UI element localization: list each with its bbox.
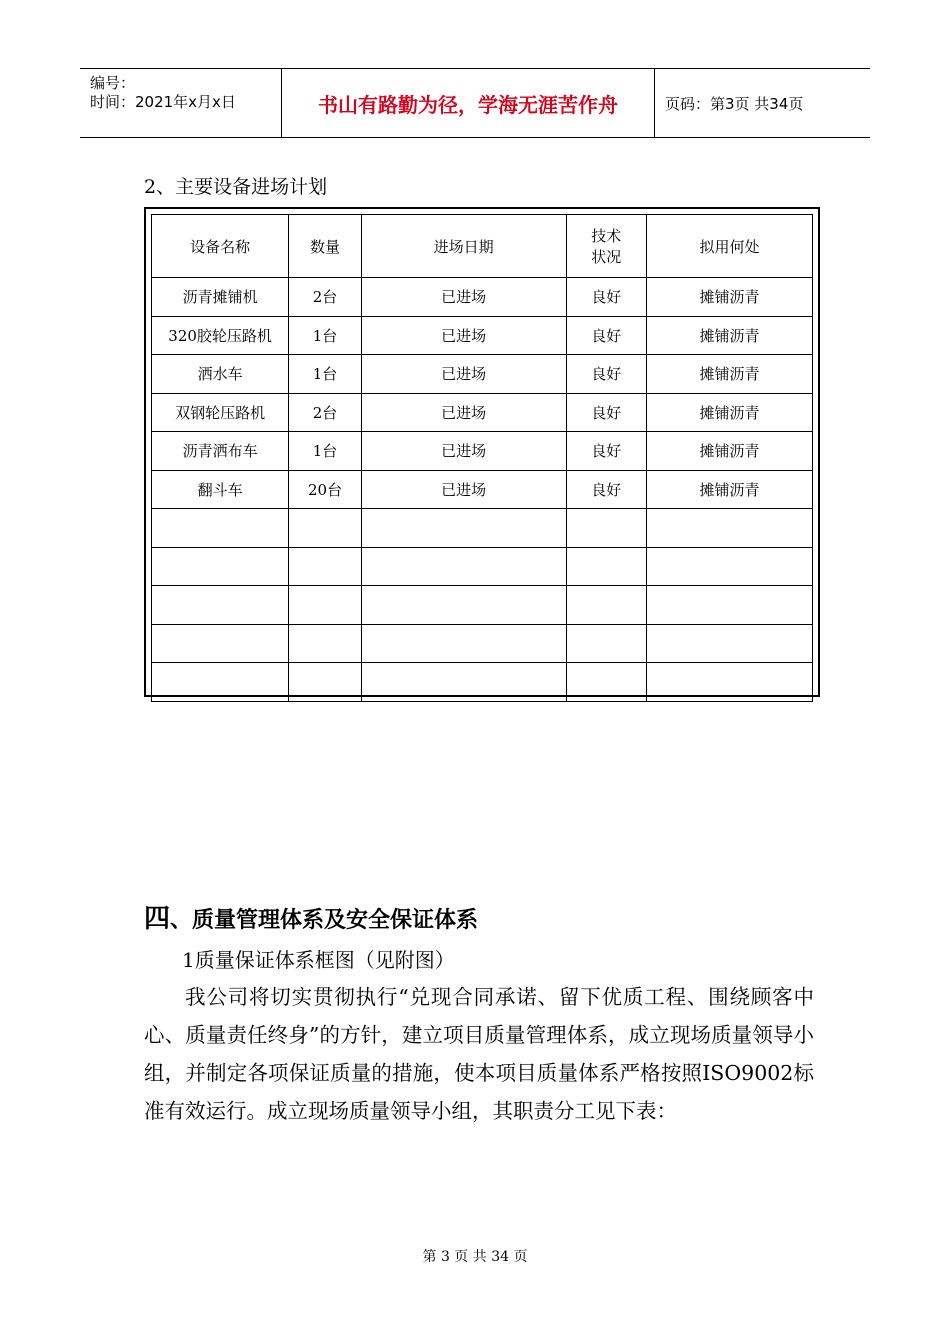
cell-intended-use: 摊铺沥青 xyxy=(647,470,813,509)
quality-paragraph: 我公司将切实贯彻执行“兑现合同承诺、留下优质工程、围绕顾客中心、质量责任终身”的方针，建立项目质量管理体系，成立现场质量领导小组，并制定各项保证质量的措施，使本项目质量体系严格按照ISO9002标准有效运行。成立现场质量领导小组，其职责分工见下表： xyxy=(144,985,814,1123)
equipment-table-frame xyxy=(144,207,820,697)
cell-equipment-name xyxy=(152,547,289,586)
cell-quantity: 1台 xyxy=(289,432,362,471)
header-quantity: 数量 xyxy=(289,215,362,278)
header-equipment-name: 设备名称 xyxy=(152,215,289,278)
quality-item-1: 1质量保证体系框图（见附图） xyxy=(182,948,455,972)
cell-quantity xyxy=(289,586,362,625)
cell-intended-use xyxy=(647,663,813,702)
header-motto: 书山有路勤为径，学海无涯苦作舟 xyxy=(282,69,655,137)
table-row xyxy=(152,316,813,355)
cell-equipment-name: 双钢轮压路机 xyxy=(152,393,289,432)
cell-tech-status xyxy=(566,586,647,625)
cell-entry-date: 已进场 xyxy=(361,355,566,394)
cell-equipment-name: 洒水车 xyxy=(152,355,289,394)
cell-equipment-name: 320胶轮压路机 xyxy=(152,316,289,355)
cell-entry-date: 已进场 xyxy=(361,432,566,471)
section-heading-quality xyxy=(144,898,478,935)
cell-intended-use xyxy=(647,509,813,548)
cell-quantity: 2台 xyxy=(289,393,362,432)
cell-equipment-name xyxy=(152,663,289,702)
page-header xyxy=(80,68,870,138)
cell-intended-use: 摊铺沥青 xyxy=(647,278,813,317)
cell-intended-use: 摊铺沥青 xyxy=(647,355,813,394)
cell-entry-date: 已进场 xyxy=(361,470,566,509)
header-entry-date: 进场日期 xyxy=(361,215,566,278)
cell-quantity xyxy=(289,547,362,586)
cell-entry-date: 已进场 xyxy=(361,393,566,432)
cell-tech-status: 良好 xyxy=(566,355,647,394)
table-row xyxy=(152,624,813,663)
section-title-equipment-plan: 2、主要设备进场计划 xyxy=(144,176,328,198)
cell-entry-date xyxy=(361,663,566,702)
cell-intended-use: 摊铺沥青 xyxy=(647,393,813,432)
header-meta xyxy=(80,69,282,137)
cell-quantity xyxy=(289,624,362,663)
cell-tech-status: 良好 xyxy=(566,278,647,317)
cell-tech-status: 良好 xyxy=(566,470,647,509)
cell-entry-date xyxy=(361,586,566,625)
section-heading-text: 、质量管理体系及安全保证体系 xyxy=(170,908,479,933)
cell-entry-date xyxy=(361,624,566,663)
cell-equipment-name xyxy=(152,509,289,548)
cell-equipment-name xyxy=(152,624,289,663)
cell-tech-status xyxy=(566,509,647,548)
header-page-info: 页码：第3页 共34页 xyxy=(665,94,804,113)
table-row xyxy=(152,393,813,432)
cell-quantity xyxy=(289,509,362,548)
table-row xyxy=(152,586,813,625)
header-tech-status-line2: 状况 xyxy=(591,248,622,266)
header-tech-status xyxy=(566,215,647,278)
table-row xyxy=(152,355,813,394)
table-row xyxy=(152,432,813,471)
cell-quantity: 20台 xyxy=(289,470,362,509)
table-row xyxy=(152,663,813,702)
cell-tech-status: 良好 xyxy=(566,432,647,471)
header-intended-use: 拟用何处 xyxy=(647,215,813,278)
cell-equipment-name: 翻斗车 xyxy=(152,470,289,509)
cell-quantity xyxy=(289,663,362,702)
table-row xyxy=(152,470,813,509)
table-row xyxy=(152,547,813,586)
cell-equipment-name xyxy=(152,586,289,625)
page-footer: 第 3 页 共 34 页 xyxy=(422,1249,528,1265)
cell-equipment-name: 沥青摊铺机 xyxy=(152,278,289,317)
equipment-table xyxy=(151,214,813,702)
cell-tech-status: 良好 xyxy=(566,393,647,432)
cell-tech-status xyxy=(566,663,647,702)
table-header-row xyxy=(152,215,813,278)
cell-tech-status xyxy=(566,547,647,586)
cell-entry-date xyxy=(361,509,566,548)
cell-entry-date xyxy=(361,547,566,586)
cell-quantity: 1台 xyxy=(289,316,362,355)
section-number: 四 xyxy=(144,904,171,934)
document-time: 时间：2021年x月x日 xyxy=(90,93,236,111)
cell-entry-date: 已进场 xyxy=(361,278,566,317)
cell-intended-use xyxy=(647,586,813,625)
cell-quantity: 2台 xyxy=(289,278,362,317)
cell-intended-use xyxy=(647,624,813,663)
cell-intended-use xyxy=(647,547,813,586)
cell-equipment-name: 沥青洒布车 xyxy=(152,432,289,471)
document-number: 编号： xyxy=(90,74,136,92)
cell-intended-use: 摊铺沥青 xyxy=(647,316,813,355)
cell-intended-use: 摊铺沥青 xyxy=(647,432,813,471)
cell-tech-status: 良好 xyxy=(566,316,647,355)
cell-quantity: 1台 xyxy=(289,355,362,394)
cell-entry-date: 已进场 xyxy=(361,316,566,355)
cell-tech-status xyxy=(566,624,647,663)
table-row xyxy=(152,278,813,317)
table-row xyxy=(152,509,813,548)
header-tech-status-line1: 技术 xyxy=(591,227,622,245)
